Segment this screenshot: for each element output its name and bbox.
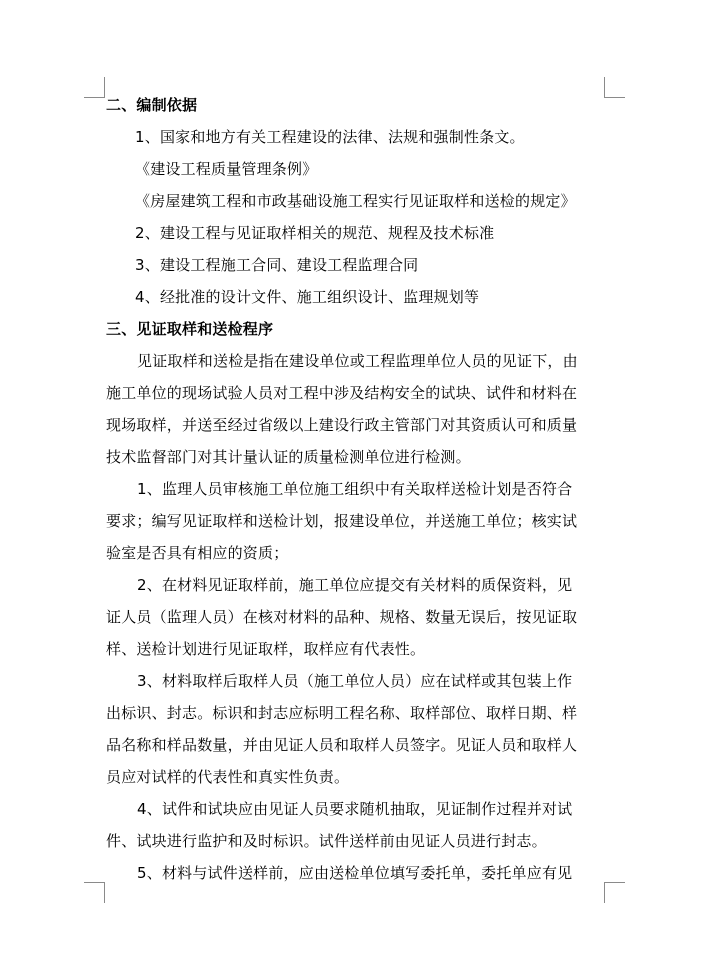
paragraph-line: 出标识、封志。标识和封志应标明工程名称、取样部位、取样日期、样 xyxy=(106,704,578,722)
paragraph-step-3 xyxy=(106,665,602,793)
paragraph-line: 品名称和样品数量，并由见证人员和取样人员签字。见证人员和取样人 xyxy=(106,736,578,754)
paragraph-line: 1、监理人员审核施工单位施工组织中有关取样送检计划是否符合 xyxy=(137,480,573,498)
paragraph-line: 验室是否具有相应的资质； xyxy=(106,544,289,562)
paragraph-line: 5、材料与试件送样前，应由送检单位填写委托单，委托单应有见 xyxy=(137,864,573,882)
paragraph-line: 施工单位的现场试验人员对工程中涉及结构安全的试块、试件和材料在 xyxy=(106,384,578,402)
paragraph-step-5 xyxy=(106,857,602,889)
basis-item-1: 1、国家和地方有关工程建设的法律、法规和强制性条文。 xyxy=(135,128,525,146)
basis-item-regulation: 《建设工程质量管理条例》 xyxy=(135,160,318,178)
paragraph-line: 2、在材料见证取样前，施工单位应提交有关材料的质保资料，见 xyxy=(137,576,573,594)
paragraph-line: 现场取样，并送至经过省级以上建设行政主管部门对其资质认可和质量 xyxy=(106,416,578,434)
paragraph-line: 件、试块进行监护和及时标识。试件送样前由见证人员进行封志。 xyxy=(106,832,547,850)
basis-item-3: 3、建设工程施工合同、建设工程监理合同 xyxy=(135,256,419,274)
page-corner-mark-top-right xyxy=(604,77,625,98)
basis-item-4: 4、经批准的设计文件、施工组织设计、监理规划等 xyxy=(135,288,480,306)
document-body xyxy=(106,89,602,889)
paragraph-line: 见证取样和送检是指在建设单位或工程监理单位人员的见证下，由 xyxy=(137,352,578,370)
section-heading-basis: 二、编制依据 xyxy=(106,96,198,114)
paragraph-step-4 xyxy=(106,793,602,857)
paragraph-line: 3、材料取样后取样人员（施工单位人员）应在试样或其包装上作 xyxy=(137,672,573,690)
paragraph-line: 样、送检计划进行见证取样，取样应有代表性。 xyxy=(106,640,426,658)
paragraph-line: 要求；编写见证取样和送检计划，报建设单位，并送施工单位；核实试 xyxy=(106,512,578,530)
page-corner-mark-bottom-left xyxy=(84,882,105,903)
paragraph-line: 技术监督部门对其计量认证的质量检测单位进行检测。 xyxy=(106,448,471,466)
paragraph-line: 员应对试样的代表性和真实性负责。 xyxy=(106,768,350,786)
basis-item-rule: 《房屋建筑工程和市政基础设施工程实行见证取样和送检的规定》 xyxy=(135,192,576,210)
basis-item-2: 2、建设工程与见证取样相关的规范、规程及技术标准 xyxy=(135,224,495,242)
paragraph-step-2 xyxy=(106,569,602,665)
paragraph-intro xyxy=(106,345,602,473)
page-corner-mark-top-left xyxy=(84,77,105,98)
paragraph-line: 证人员（监理人员）在核对材料的品种、规格、数量无误后，按见证取 xyxy=(106,608,578,626)
paragraph-line: 4、试件和试块应由见证人员要求随机抽取，见证制作过程并对试 xyxy=(137,800,573,818)
section-heading-procedure: 三、见证取样和送检程序 xyxy=(106,320,274,338)
paragraph-step-1 xyxy=(106,473,602,569)
page-corner-mark-bottom-right xyxy=(604,882,625,903)
